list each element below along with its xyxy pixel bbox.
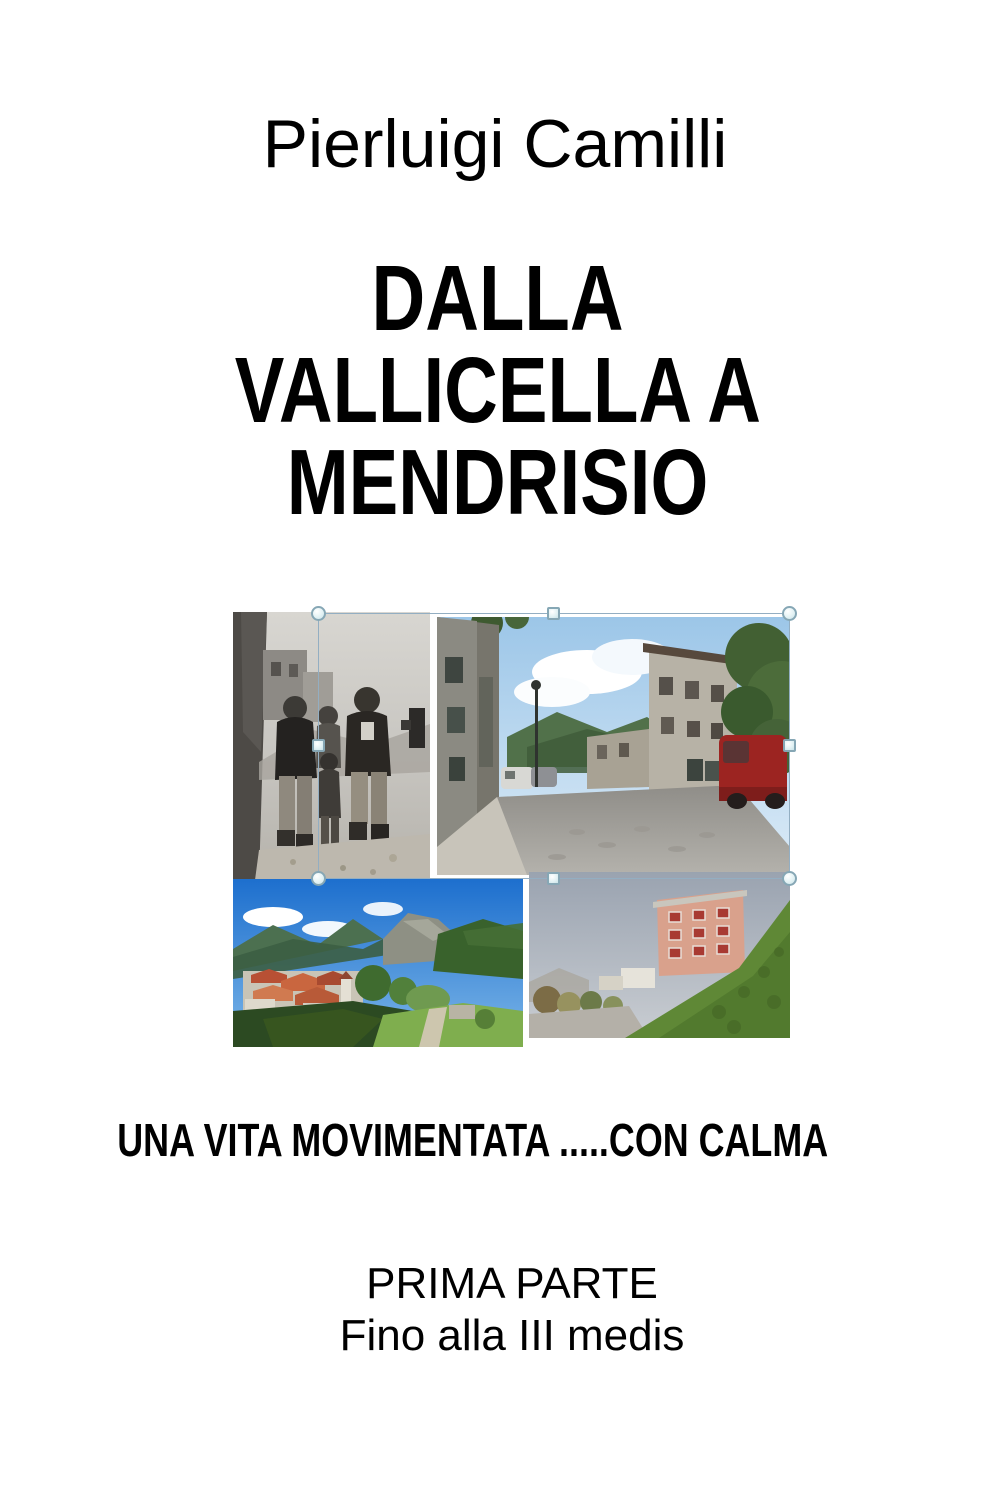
selection-handle-top-left[interactable]: [311, 606, 326, 621]
part-subtitle: Fino alla III medis: [339, 1311, 685, 1360]
selection-handle-middle-left[interactable]: [312, 739, 325, 752]
town-panorama-photo[interactable]: [233, 879, 523, 1047]
book-title: [0, 246, 996, 534]
selection-handle-top-middle[interactable]: [547, 607, 560, 620]
subtitle: UNA VITA MOVIMENTATA .....CON CALMA: [117, 1114, 828, 1166]
part-title: PRIMA PARTE: [366, 1259, 658, 1308]
title-line-2: VALLICELLA A: [234, 338, 762, 442]
selection-handle-bottom-right[interactable]: [782, 871, 797, 886]
apartment-hedge-photo-image: [529, 872, 790, 1038]
selection-handle-bottom-left[interactable]: [311, 871, 326, 886]
selection-handle-middle-right[interactable]: [783, 739, 796, 752]
town-panorama-photo-image: [233, 879, 523, 1047]
title-line-1: DALLA: [371, 246, 625, 350]
author-name: Pierluigi Camilli: [262, 106, 728, 182]
apartment-hedge-photo[interactable]: [529, 872, 790, 1038]
title-line-3: MENDRISIO: [287, 430, 709, 534]
selection-handle-top-right[interactable]: [782, 606, 797, 621]
selection-handle-bottom-middle[interactable]: [547, 872, 560, 885]
image-selection-box[interactable]: [318, 613, 790, 879]
